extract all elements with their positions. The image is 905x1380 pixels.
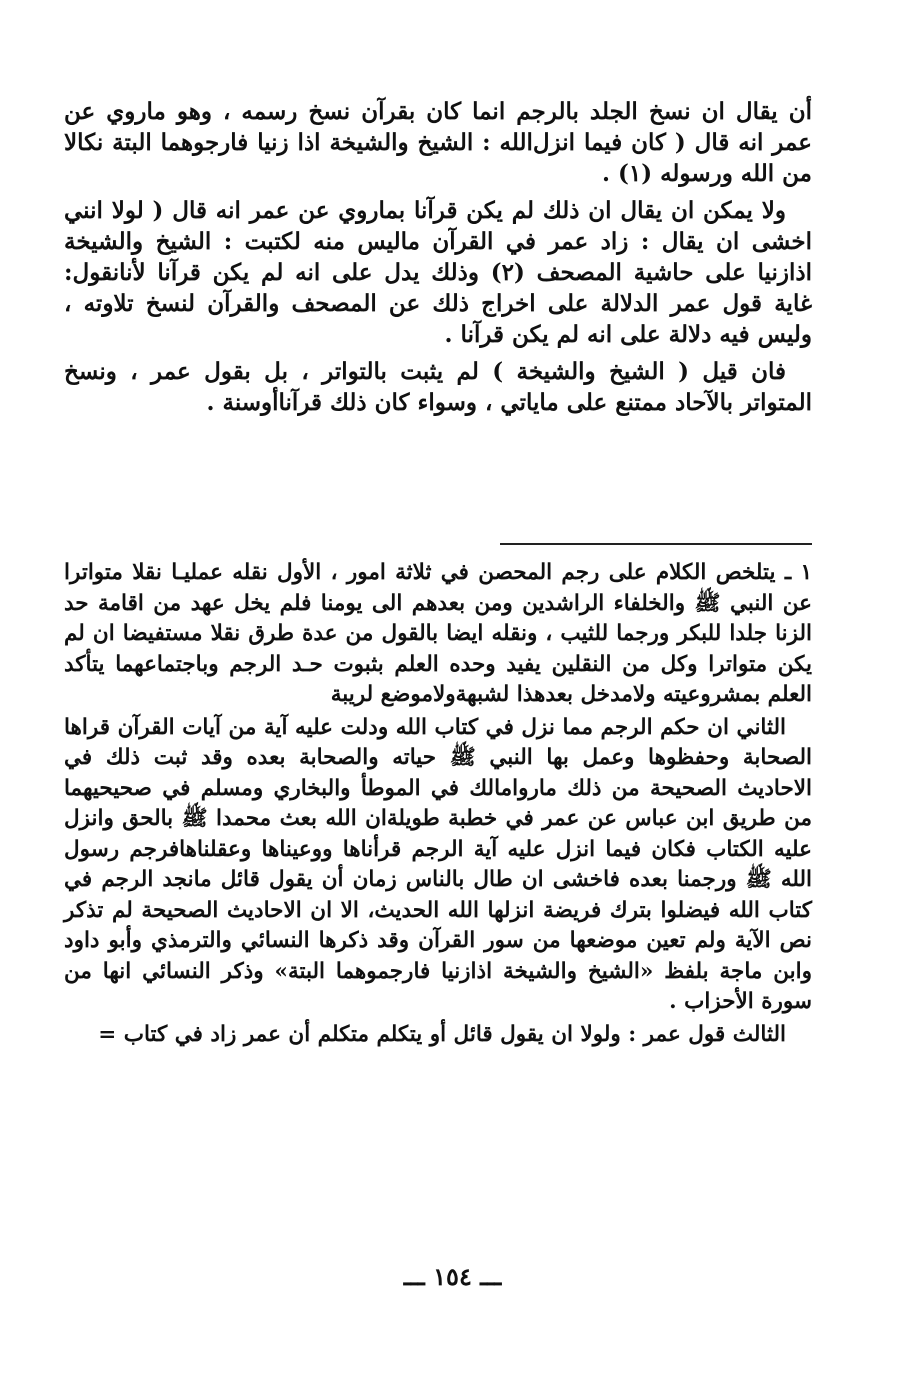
footnotes [64,558,812,1052]
footnote-separator [500,543,812,545]
footnote-paragraph-3: الثالث قول عمر : ولولا ان يقول قائل أو يتكلم متكلم أن عمر زاد في كتاب = [98,1021,786,1047]
page-number: ـــ ١٥٤ ـــ [403,1262,502,1291]
footnote-paragraph-2: الثاني ان حكم الرجم مما نزل في كتاب الله ودلت عليه آية من آيات القرآن قراها الصحابة وحفظوها وعمل بها النبي ﷺ حياته والصحابة بعده وقد ثبت ذلك في الاحاديث الصحيحة من ذلك ماروامالك في الموطأ والبخاري ومسلم في صحيحيهما من طريق ابن عباس عن عمر في خطبة طويلةان الله بعث محمدا ﷺ بالحق وانزل عليه الكتاب فكان فيما انزل عليه آية الرجم قرأناها ووعيناها وعقلناهافرجم رسول الله ﷺ ورجمنا بعده فاخشى ان طال بالناس زمان أن يقول قائل مانجد الرجم في كتاب الله فيضلوا بترك فريضة انزلها الله الحديث، الا ان الاحاديث الصحيحة لم تذكر نص الآية ولم تعين موضعها من سور القرآن وقد ذكرها النسائي والترمذي وأبو داود وابن ماجة بلفظ «الشيخ والشيخة اذازنيا فارجموهما البتة» وذكر النسائي انها من سورة الأحزاب . [64,714,812,1014]
body-paragraph-3: فان قيل ( الشيخ والشيخة ) لم يثبت بالتواتر ، بل بقول عمر ، ونسخ المتواتر بالآحاد ممتنع على ماياتي ، وسواء كان ذلك قرآناأوسنة . [64,358,812,416]
main-text [64,96,812,424]
body-paragraph-1: أن يقال ان نسخ الجلد بالرجم انما كان بقرآن نسخ رسمه ، وهو ماروي عن عمر انه قال ( كان فيما انزل‌الله : الشيخ والشيخة اذا زنيا فارجوهما البتة نكالا من الله ورسوله (١) . [64,98,812,187]
body-paragraph-2: ولا يمكن ان يقال ان ذلك لم يكن قرآنا بماروي عن عمر انه قال ( لولا انني اخشى ان يقال : زاد عمر في القرآن ماليس منه لكتبت : الشيخ والشيخة اذازنيا على حاشية المصحف (٢) وذلك يدل على انه لم يكن قرآنا لأنانقول: غاية قول عمر الدلالة على اخراج ذلك عن المصحف والقرآن لنسخ تلاوته ، وليس فيه دلالة على انه لم يكن قرآنا . [64,197,812,348]
footnote-paragraph-1: ١ ـ يتلخص الكلام على رجم المحصن في ثلاثة امور ، الأول نقله عمليـا نقلا متواترا عن النبي ﷺ والخلفاء الراشدين ومن بعدهم الى يومنا فلم يخل عهد من اقامة حد الزنا جلدا للبكر ورجما للثيب ، ونقله ايضا بالقول من عدة طرق نقلا مستفيضا ان لم يكن متواترا وكل من النقلين يفيد وحده العلم بثبوت حـد الرجم وباجتماعهما يتأكد العلم بمشروعيته ولامدخل بعدهذا لشبهةولاموضع لريبة [64,560,812,707]
